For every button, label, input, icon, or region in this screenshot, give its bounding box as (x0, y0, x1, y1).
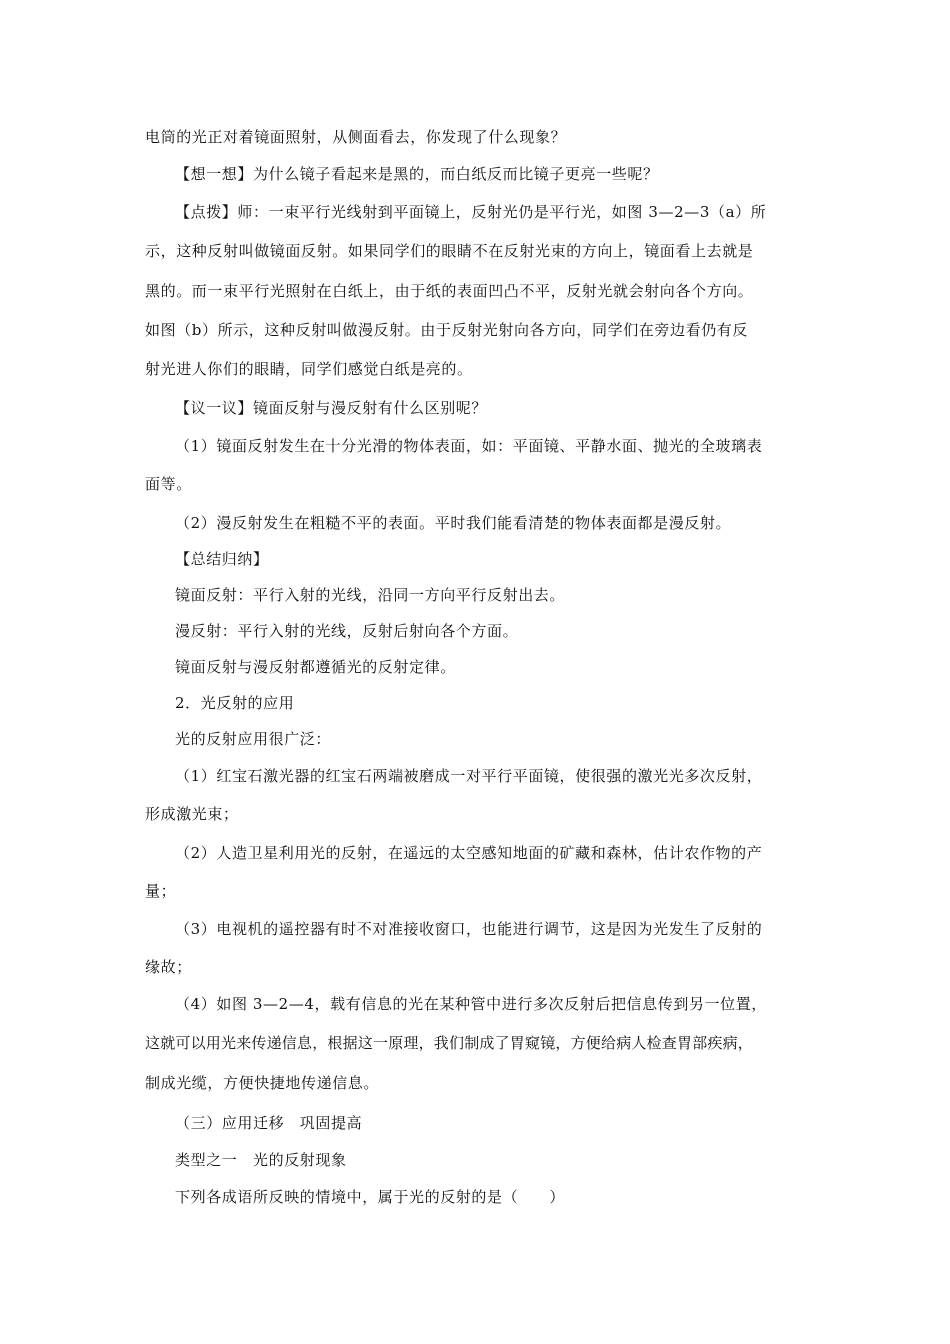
section-heading: 【总结归纳】 (175, 550, 269, 568)
paragraph-line: （3）电视机的遥控器有时不对准接收窗口，也能进行调节，这是因为光发生了反射的 (175, 920, 763, 938)
paragraph-line: （2）人造卫星利用光的反射，在遥远的太空感知地面的矿藏和森林，估计农作物的产 (175, 844, 763, 862)
paragraph-line: 镜面反射：平行入射的光线，沿同一方向平行反射出去。 (175, 586, 566, 604)
paragraph-line: 黑的。而一束平行光照射在白纸上，由于纸的表面凹凸不平，反射光就会射向各个方向。 (145, 282, 754, 300)
paragraph-line: 缘故； (145, 958, 192, 976)
paragraph-line: 光的反射应用很广泛： (175, 730, 332, 748)
section-heading: 2．光反射的应用 (175, 694, 295, 712)
paragraph-line: 电筒的光正对着镜面照射，从侧面看去，你发现了什么现象？ (145, 128, 567, 146)
section-heading: 类型之一 光的反射现象 (175, 1151, 347, 1169)
paragraph-line: （1）红宝石激光器的红宝石两端被磨成一对平行平面镜，使很强的激光光多次反射， (175, 767, 763, 785)
paragraph-line: （4）如图 3—2—4，载有信息的光在某种管中进行多次反射后把信息传到另一位置， (175, 995, 767, 1013)
paragraph-line: 【议一议】镜面反射与漫反射有什么区别呢？ (175, 399, 488, 417)
paragraph-line: 面等。 (145, 475, 192, 493)
paragraph-line: 【想一想】为什么镜子看起来是黑的，而白纸反而比镜子更亮一些呢？ (175, 165, 659, 183)
paragraph-line: 镜面反射与漫反射都遵循光的反射定律。 (175, 658, 456, 676)
paragraph-line: （2）漫反射发生在粗糙不平的表面。平时我们能看清楚的物体表面都是漫反射。 (175, 514, 732, 532)
paragraph-line: 漫反射：平行入射的光线，反射后射向各个方面。 (175, 622, 519, 640)
paragraph-line: 下列各成语所反映的情境中，属于光的反射的是（ ） (175, 1188, 566, 1206)
paragraph-line: 这就可以用光来传递信息，根据这一原理，我们制成了胃窥镜，方便给病人检查胃部疾病， (145, 1034, 754, 1052)
paragraph-line: （1）镜面反射发生在十分光滑的物体表面，如：平面镜、平静水面、抛光的全玻璃表 (175, 437, 763, 455)
paragraph-line: 形成激光束； (145, 805, 239, 823)
paragraph-line: 【点拨】师：一束平行光线射到平面镜上，反射光仍是平行光，如图 3—2—3（a）所 (175, 203, 767, 221)
paragraph-line: 如图（b）所示，这种反射叫做漫反射。由于反射光射向各方向，同学们在旁边看仍有反 (145, 321, 749, 339)
paragraph-line: 量； (145, 882, 177, 900)
paragraph-line: 示，这种反射叫做镜面反射。如果同学们的眼睛不在反射光束的方向上，镜面看上去就是 (145, 242, 754, 260)
paragraph-line: 射光进人你们的眼睛，同学们感觉白纸是亮的。 (145, 360, 473, 378)
paragraph-line: 制成光缆，方便快捷地传递信息。 (145, 1074, 380, 1092)
section-heading: （三）应用迁移 巩固提高 (175, 1114, 363, 1132)
